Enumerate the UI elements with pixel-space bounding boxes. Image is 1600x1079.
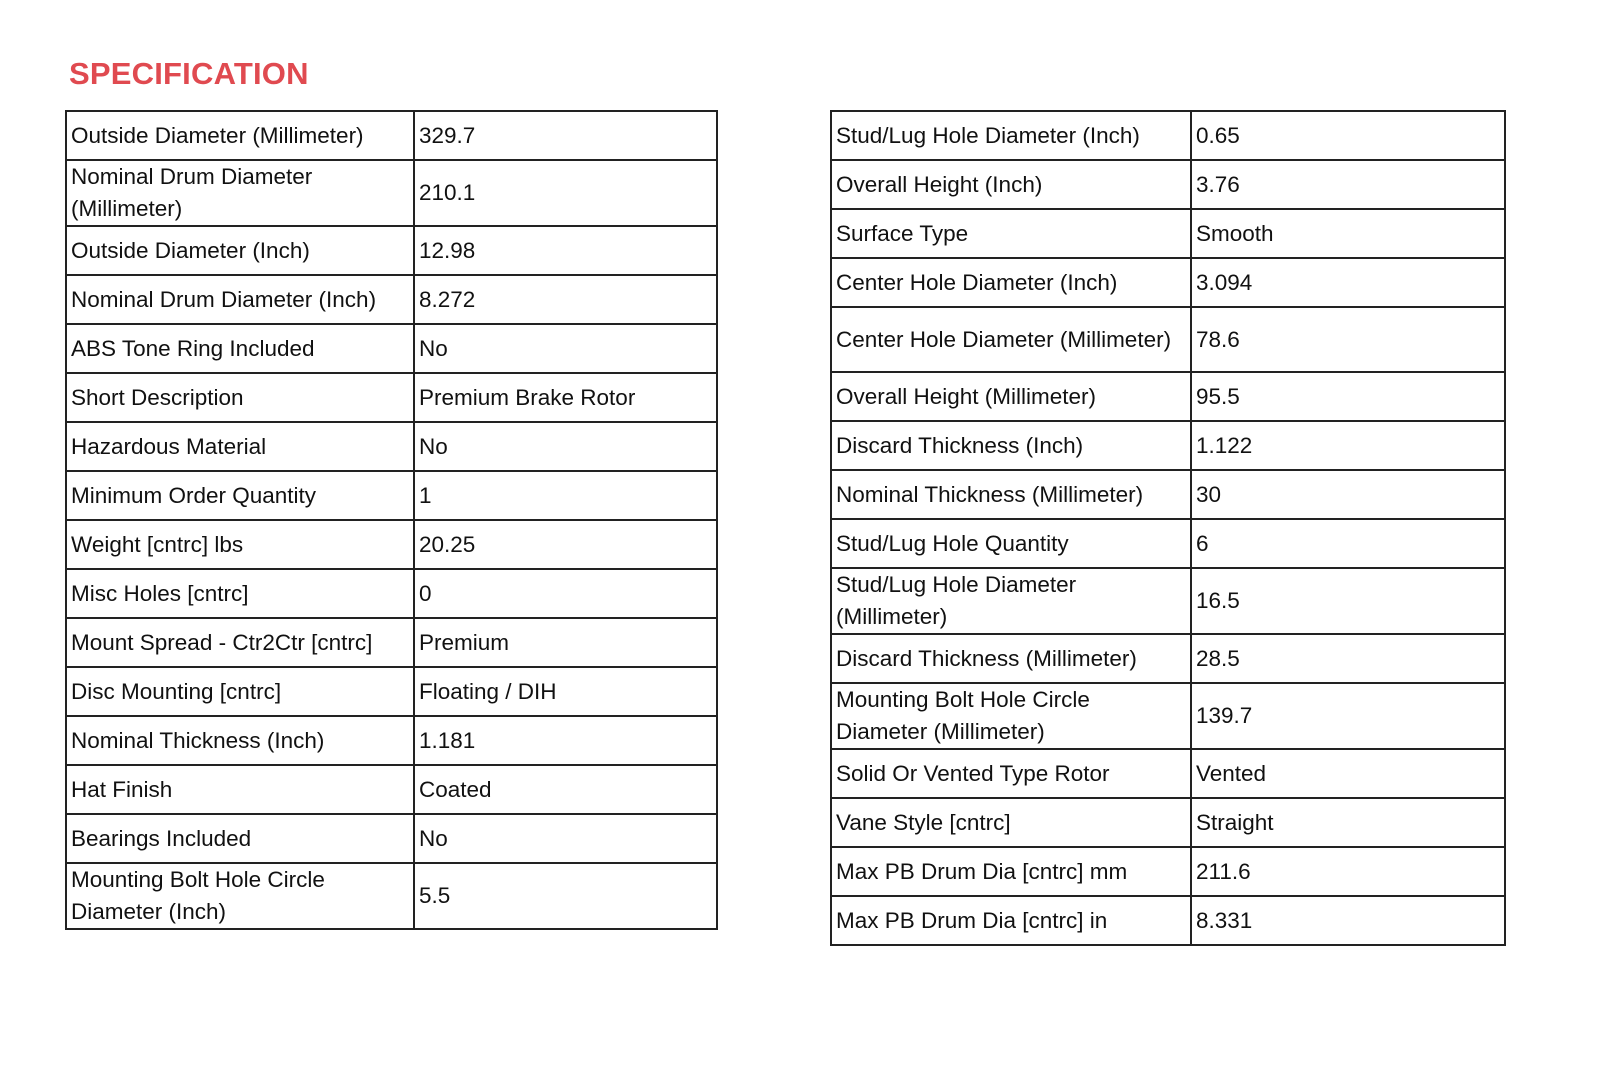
spec-value: 5.5 <box>414 863 717 929</box>
spec-label: Weight [cntrc] lbs <box>66 520 414 569</box>
spec-label: Center Hole Diameter (Inch) <box>831 258 1191 307</box>
spec-label: Mounting Bolt Hole Circle Diameter (Inch) <box>66 863 414 929</box>
spec-value: 0 <box>414 569 717 618</box>
table-row <box>66 716 717 765</box>
table-row <box>831 307 1505 372</box>
table-row <box>66 226 717 275</box>
spec-label: Nominal Drum Diameter (Millimeter) <box>66 160 414 226</box>
table-row <box>831 749 1505 798</box>
spec-label: Nominal Thickness (Millimeter) <box>831 470 1191 519</box>
table-row <box>66 618 717 667</box>
spec-value: Premium Brake Rotor <box>414 373 717 422</box>
spec-label: Overall Height (Millimeter) <box>831 372 1191 421</box>
table-row <box>66 863 717 929</box>
spec-label: Surface Type <box>831 209 1191 258</box>
spec-label: Max PB Drum Dia [cntrc] in <box>831 896 1191 945</box>
spec-label: Short Description <box>66 373 414 422</box>
spec-value: 329.7 <box>414 111 717 160</box>
spec-value: 30 <box>1191 470 1505 519</box>
spec-value: No <box>414 814 717 863</box>
spec-value: No <box>414 422 717 471</box>
spec-value: 20.25 <box>414 520 717 569</box>
spec-value: Smooth <box>1191 209 1505 258</box>
table-row <box>831 209 1505 258</box>
spec-label: Nominal Thickness (Inch) <box>66 716 414 765</box>
spec-value: Vented <box>1191 749 1505 798</box>
table-row <box>66 520 717 569</box>
spec-label: Outside Diameter (Inch) <box>66 226 414 275</box>
spec-label: Discard Thickness (Inch) <box>831 421 1191 470</box>
table-row <box>831 421 1505 470</box>
table-row <box>66 422 717 471</box>
table-row <box>831 160 1505 209</box>
spec-label: ABS Tone Ring Included <box>66 324 414 373</box>
spec-label: Stud/Lug Hole Diameter (Inch) <box>831 111 1191 160</box>
spec-label: Hat Finish <box>66 765 414 814</box>
spec-value: 12.98 <box>414 226 717 275</box>
table-row <box>831 258 1505 307</box>
spec-value: 16.5 <box>1191 568 1505 634</box>
spec-value: 210.1 <box>414 160 717 226</box>
spec-label: Overall Height (Inch) <box>831 160 1191 209</box>
spec-value: 139.7 <box>1191 683 1505 749</box>
spec-value: 3.094 <box>1191 258 1505 307</box>
spec-label: Hazardous Material <box>66 422 414 471</box>
table-row <box>66 814 717 863</box>
spec-label: Disc Mounting [cntrc] <box>66 667 414 716</box>
spec-label: Center Hole Diameter (Millimeter) <box>831 307 1191 372</box>
table-row <box>66 373 717 422</box>
spec-value: 8.331 <box>1191 896 1505 945</box>
table-row <box>66 667 717 716</box>
spec-value: Coated <box>414 765 717 814</box>
spec-label: Stud/Lug Hole Diameter (Millimeter) <box>831 568 1191 634</box>
spec-value: 1 <box>414 471 717 520</box>
spec-value: 211.6 <box>1191 847 1505 896</box>
spec-value: 78.6 <box>1191 307 1505 372</box>
table-row <box>66 111 717 160</box>
spec-label: Vane Style [cntrc] <box>831 798 1191 847</box>
table-row <box>66 569 717 618</box>
table-row <box>831 683 1505 749</box>
spec-label: Minimum Order Quantity <box>66 471 414 520</box>
table-row <box>66 765 717 814</box>
spec-value: No <box>414 324 717 373</box>
spec-value: 3.76 <box>1191 160 1505 209</box>
spec-label: Discard Thickness (Millimeter) <box>831 634 1191 683</box>
table-row <box>831 519 1505 568</box>
table-row <box>831 372 1505 421</box>
spec-table-left <box>65 110 718 930</box>
spec-value: 0.65 <box>1191 111 1505 160</box>
spec-value: Straight <box>1191 798 1505 847</box>
table-row <box>66 471 717 520</box>
spec-value: 95.5 <box>1191 372 1505 421</box>
spec-label: Nominal Drum Diameter (Inch) <box>66 275 414 324</box>
spec-label: Misc Holes [cntrc] <box>66 569 414 618</box>
spec-value: Premium <box>414 618 717 667</box>
spec-label: Mounting Bolt Hole Circle Diameter (Millimeter) <box>831 683 1191 749</box>
spec-value: 6 <box>1191 519 1505 568</box>
table-row <box>831 634 1505 683</box>
spec-value: Floating / DIH <box>414 667 717 716</box>
table-row <box>831 798 1505 847</box>
spec-label: Max PB Drum Dia [cntrc] mm <box>831 847 1191 896</box>
spec-label: Outside Diameter (Millimeter) <box>66 111 414 160</box>
spec-label: Bearings Included <box>66 814 414 863</box>
table-row <box>831 111 1505 160</box>
table-row <box>66 324 717 373</box>
spec-value: 1.122 <box>1191 421 1505 470</box>
spec-label: Stud/Lug Hole Quantity <box>831 519 1191 568</box>
table-row <box>831 847 1505 896</box>
spec-table-right <box>830 110 1506 946</box>
table-row <box>831 568 1505 634</box>
table-row <box>831 470 1505 519</box>
spec-value: 8.272 <box>414 275 717 324</box>
spec-value: 28.5 <box>1191 634 1505 683</box>
page-title: SPECIFICATION <box>69 56 309 91</box>
table-row <box>831 896 1505 945</box>
table-row <box>66 275 717 324</box>
spec-label: Mount Spread - Ctr2Ctr [cntrc] <box>66 618 414 667</box>
spec-label: Solid Or Vented Type Rotor <box>831 749 1191 798</box>
spec-value: 1.181 <box>414 716 717 765</box>
table-row <box>66 160 717 226</box>
